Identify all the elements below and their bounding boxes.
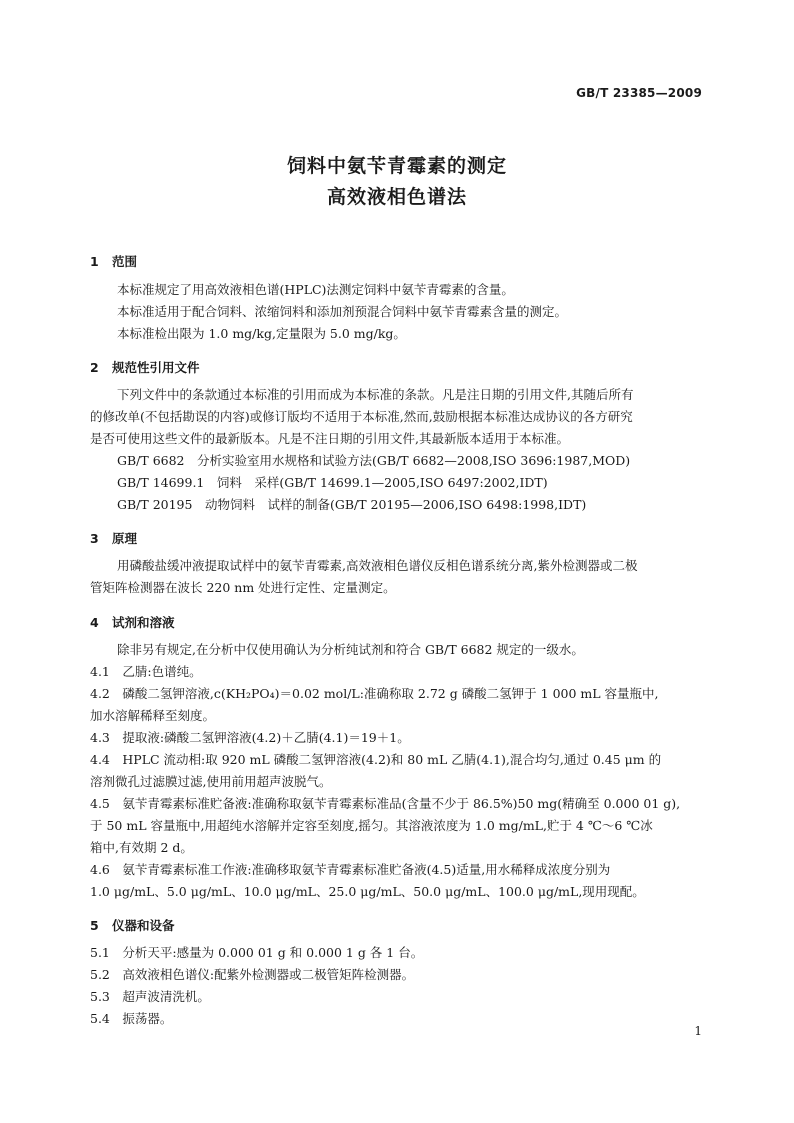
section-heading-reagents [90, 613, 175, 631]
section-number: 5 [90, 918, 99, 933]
paragraph-line: 本标准规定了用高效液相色谱(HPLC)法测定饲料中氨苄青霉素的含量。 [117, 282, 514, 297]
clause-line: 箱中,有效期 2 d。 [90, 840, 193, 855]
paragraph-line: 是否可使用这些文件的最新版本。凡是不注日期的引用文件,其最新版本适用于本标准。 [90, 431, 569, 446]
paragraph-line: 的修改单(不包括勘误的内容)或修订版均不适用于本标准,然而,鼓励根据本标准达成协议的各方研究 [90, 409, 633, 424]
section-title: 规范性引用文件 [112, 360, 200, 375]
document-title: 饲料中氨苄青霉素的测定 [286, 155, 507, 177]
section-title: 试剂和溶液 [112, 615, 175, 630]
section-heading-principle [90, 529, 137, 547]
paragraph-line: 除非另有规定,在分析中仅使用确认为分析纯试剂和符合 GB/T 6682 规定的一级水。 [117, 642, 584, 657]
section-heading-apparatus [90, 916, 175, 934]
standard-code: GB/T 23385—2009 [576, 86, 702, 100]
section-title: 范围 [112, 254, 138, 269]
section-number: 4 [90, 615, 99, 630]
clause-line: 5.3 超声波清洗机。 [90, 989, 210, 1004]
clause-line: 于 50 mL 容量瓶中,用超纯水溶解并定容至刻度,摇匀。其溶液浓度为 1.0 mg/mL,贮于 4 ℃～6 ℃冰 [90, 818, 653, 833]
paragraph-line: 管矩阵检测器在波长 220 nm 处进行定性、定量测定。 [90, 580, 396, 595]
clause-line: 1.0 μg/mL、5.0 μg/mL、10.0 μg/mL、25.0 μg/mL、50.0 μg/mL、100.0 μg/mL,现用现配。 [90, 884, 645, 899]
clause-line: 4.6 氨苄青霉素标准工作液:准确移取氨苄青霉素标准贮备液(4.5)适量,用水稀释成浓度分别为 [90, 862, 611, 877]
clause-line: 5.1 分析天平:感量为 0.000 01 g 和 0.000 1 g 各 1 台。 [90, 945, 424, 960]
clause-line: 4.2 磷酸二氢钾溶液,c(KH₂PO₄)＝0.02 mol/L:准确称取 2.72 g 磷酸二氢钾于 1 000 mL 容量瓶中, [90, 686, 659, 701]
reference-item: GB/T 20195 动物饲料 试样的制备(GB/T 20195—2006,ISO 6498:1998,IDT) [117, 497, 587, 512]
section-number: 1 [90, 254, 99, 269]
section-title: 原理 [112, 531, 138, 546]
section-number: 2 [90, 360, 99, 375]
clause-line: 5.4 振荡器。 [90, 1011, 173, 1026]
section-heading-scope [90, 252, 137, 270]
clause-line: 4.1 乙腈:色谱纯。 [90, 664, 202, 679]
section-heading-references [90, 358, 200, 376]
document-subtitle: 高效液相色谱法 [326, 186, 467, 208]
clause-line: 溶剂微孔过滤膜过滤,使用前用超声波脱气。 [90, 774, 332, 789]
reference-item: GB/T 6682 分析实验室用水规格和试验方法(GB/T 6682—2008,ISO 3696:1987,MOD) [117, 453, 631, 468]
clause-line: 加水溶解稀释至刻度。 [90, 708, 216, 723]
clause-line: 4.4 HPLC 流动相:取 920 mL 磷酸二氢钾溶液(4.2)和 80 mL 乙腈(4.1),混合均匀,通过 0.45 μm 的 [90, 752, 662, 767]
clause-line: 4.5 氨苄青霉素标准贮备液:准确称取氨苄青霉素标准品(含量不少于 86.5%)50 mg(精确至 0.000 01 g), [90, 796, 681, 811]
section-number: 3 [90, 531, 99, 546]
paragraph-line: 用磷酸盐缓冲液提取试样中的氨苄青霉素,高效液相色谱仪反相色谱系统分离,紫外检测器或二极 [117, 558, 638, 573]
paragraph-line: 下列文件中的条款通过本标准的引用而成为本标准的条款。凡是注日期的引用文件,其随后所有 [117, 387, 634, 402]
clause-line: 4.3 提取液:磷酸二氢钾溶液(4.2)＋乙腈(4.1)＝19＋1。 [90, 730, 410, 745]
clause-line: 5.2 高效液相色谱仪:配紫外检测器或二极管矩阵检测器。 [90, 967, 415, 982]
reference-item: GB/T 14699.1 饲料 采样(GB/T 14699.1—2005,ISO 6497:2002,IDT) [117, 475, 548, 490]
paragraph-line: 本标准适用于配合饲料、浓缩饲料和添加剂预混合饲料中氨苄青霉素含量的测定。 [117, 304, 568, 319]
page-number: 1 [694, 1024, 702, 1038]
section-title: 仪器和设备 [112, 918, 175, 933]
paragraph-line: 本标准检出限为 1.0 mg/kg,定量限为 5.0 mg/kg。 [117, 326, 406, 341]
